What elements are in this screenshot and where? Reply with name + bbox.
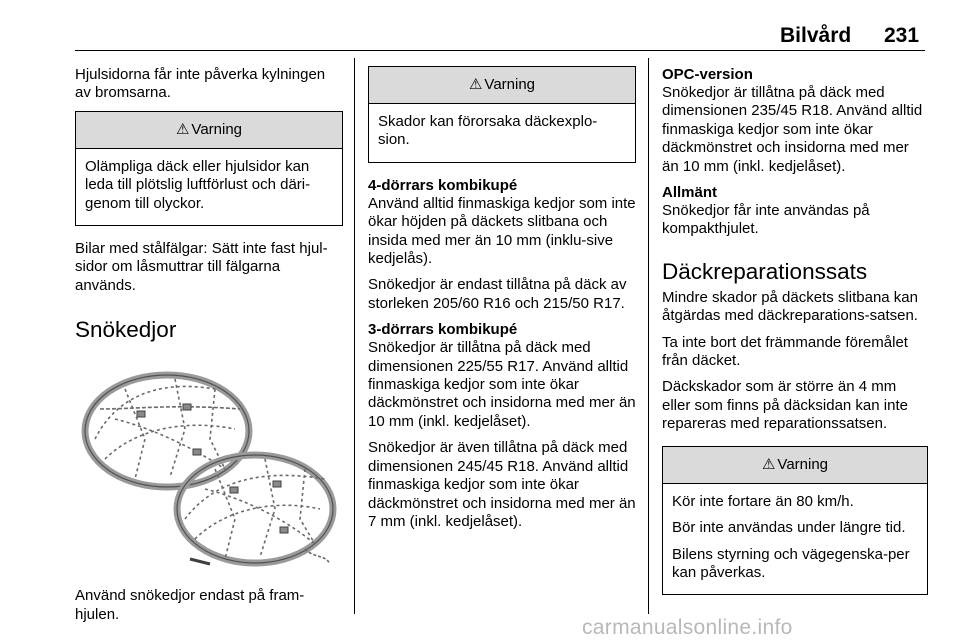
warning-box-1-header bbox=[76, 112, 342, 149]
three-door-text-1: Snökedjor är tillåtna på däck med dimensionen 225/55 R17. Använd alltid finmaskiga kedjor som inte ökar däckmönstret och insidorna med mer än 10 mm (inkl. kedjelåset). bbox=[368, 339, 636, 430]
warning-box-2-body bbox=[369, 104, 635, 162]
steel-rims-paragraph: Bilar med stålfälgar: Sätt inte fast hjul-sidor om låsmuttrar till fälgarna används. bbox=[75, 240, 328, 294]
repair-text-2: Ta inte bort det främmande föremålet från däcket. bbox=[662, 333, 908, 370]
section-title-snow-chains: Snökedjor bbox=[75, 317, 177, 343]
repair-text-3: Däckskador som är större än 4 mm eller som finns på däcksidan kan inte repareras med reparationssatsen. bbox=[662, 378, 908, 433]
warning-box-1 bbox=[75, 111, 343, 226]
three-door-text-2: Snökedjor är även tillåtna på däck med dimensionen 245/45 R18. Använd alltid finmaskiga kedjor som inte ökar däckmönstret och insidorna med mer än 7 mm (inkl. kedjelåset). bbox=[368, 439, 636, 530]
intro-paragraph: Hjulsidorna får inte påverka kylningen av bromsarna. bbox=[75, 66, 326, 102]
warning-box-1-text: Olämpliga däck eller hjulsidor kan leda till plötslig luftförlust och däri-genom till olyckor. bbox=[85, 157, 311, 212]
warning-triangle-icon: ⚠ bbox=[761, 455, 776, 473]
front-wheels-paragraph: Använd snökedjor endast på fram-hjulen. bbox=[75, 587, 305, 623]
warning-triangle-icon: ⚠ bbox=[175, 120, 190, 138]
warning-box-2-text: Skador kan förorsaka däckexplo-sion. bbox=[378, 113, 598, 149]
column-3 bbox=[662, 66, 928, 607]
warning-box-3-header bbox=[663, 447, 927, 484]
repair-text-1: Mindre skador på däckets slitbana kan åtgärdas med däckreparations-satsen. bbox=[662, 288, 918, 325]
header-rule bbox=[75, 50, 925, 51]
column-1 bbox=[75, 66, 343, 632]
warning-box-3-heading: Varning bbox=[777, 455, 829, 473]
header-title: Bilvård bbox=[780, 24, 852, 47]
watermark[interactable]: carmanualsonline.info bbox=[582, 616, 793, 639]
warning-box-1-body bbox=[76, 149, 342, 225]
warning-box-2-header bbox=[369, 67, 635, 104]
subhead-four-door: 4-dörrars kombikupé bbox=[368, 176, 518, 194]
column-divider-2 bbox=[648, 58, 649, 614]
snow-chains-illustration bbox=[75, 359, 341, 573]
column-divider-1 bbox=[354, 58, 355, 614]
section-title-repair-kit: Däckreparationssats bbox=[662, 258, 868, 284]
column-2 bbox=[368, 66, 636, 539]
four-door-text-1: Använd alltid finmaskiga kedjor som inte ökar höjden på däckets slitbana och insida med mer än 10 mm (inklu-sive kedjelås). bbox=[368, 194, 636, 268]
warning-triangle-icon: ⚠ bbox=[468, 76, 483, 93]
general-text: Snökedjor får inte användas på kompakthjulet. bbox=[662, 202, 870, 238]
opc-text: Snökedjor är tillåtna på däck med dimensionen 235/45 R18. Använd alltid finmaskiga kedjor som inte ökar däckmönstret och insidorna med mer än 10 mm (inkl. kedjelåset). bbox=[662, 84, 923, 175]
warning-box-3-line-2: Bör inte användas under längre tid. bbox=[672, 519, 906, 537]
warning-box-3-line-1: Kör inte fortare än 80 km/h. bbox=[672, 492, 854, 510]
subhead-opc: OPC-version bbox=[662, 66, 753, 83]
warning-box-1-heading: Varning bbox=[191, 120, 243, 138]
warning-box-2 bbox=[368, 66, 636, 163]
page-number: 231 bbox=[884, 24, 920, 47]
warning-box-3 bbox=[662, 446, 928, 596]
warning-box-2-heading: Varning bbox=[484, 76, 536, 93]
four-door-text-2: Snökedjor är endast tillåtna på däck av storleken 205/60 R16 och 215/50 R17. bbox=[368, 276, 627, 312]
warning-box-3-line-3: Bilens styrning och vägegenska-per kan påverkas. bbox=[672, 545, 910, 581]
subhead-general: Allmänt bbox=[662, 184, 718, 202]
warning-box-3-body bbox=[663, 484, 927, 595]
subhead-three-door: 3-dörrars kombikupé bbox=[368, 321, 518, 339]
